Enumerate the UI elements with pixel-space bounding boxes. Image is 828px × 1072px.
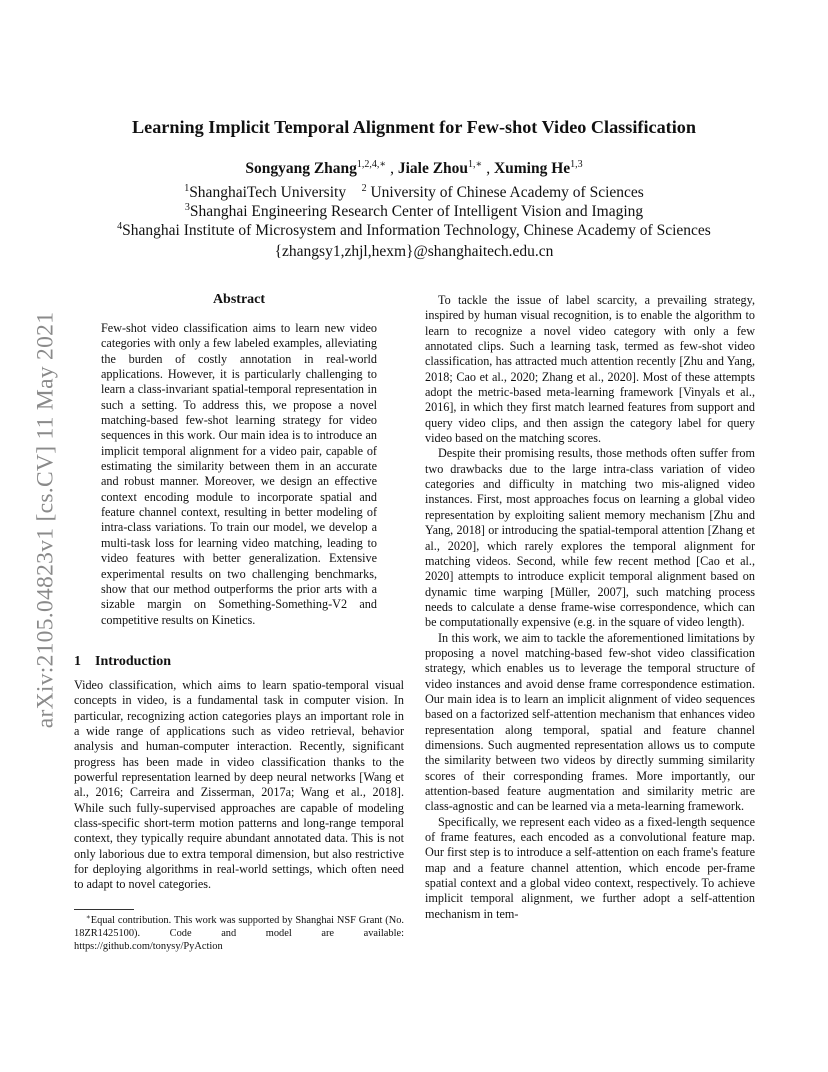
paragraph: To tackle the issue of label scarcity, a prevailing strategy, inspired by human visual recognition, is to enable the algorithm to learn to recognize a novel video category with only a few annotated clips. Such a learning task, termed as few-shot video classification, has attracted much attention recently [Zhu and Yang, 2018; Cao et al., 2020; Zhang et al., 2020]. Most of these attempts adopt the metric-based meta-learning framework [Vinyals et al., 2016], in which they first match learned features from support and query video clips, and then assign the category label for query video based on the matching scores. bbox=[425, 293, 755, 446]
author-affil: 1,∗ bbox=[468, 159, 483, 170]
affiliation-line: $^4$Shanghai Institute of Microsystem and Information Technology, Chinese Academy of Sciences bbox=[117, 221, 711, 239]
right-column bbox=[425, 293, 755, 922]
author-name: Jiale Zhou bbox=[397, 160, 469, 177]
paragraph: Despite their promising results, those methods often suffer from two drawbacks due to the large intra-class variation of video categories and difficulty in matching two mis-aligned video instances. First, most approaches focus on learning a global video representation by exploiting salient memory mechanism [Zhu and Yang, 2018] or introducing the spatial-temporal attention [Zhang et al., 2020], which rarely explores the temporal alignment for matching videos. Second, while few recent method [Cao et al., 2020] attempts to introduce explicit temporal alignment based on dynamic time warping [Müller, 2007], such matching process needs to calculate a dense frame-wise correspondence, which can be computationally expensive (e.g. in the square of video length). bbox=[425, 446, 755, 630]
author-list: Songyang Zhang$^{1,2,4,∗}$ , Jiale Zhou$^{1,∗}$ , Xuming He$^{1,3}$ bbox=[245, 159, 583, 177]
arxiv-stamp: arXiv:2105.04823v1 [cs.CV] 11 May 2021 bbox=[32, 311, 59, 729]
affiliation-line: $^3$Shanghai Engineering Research Center of Intelligent Vision and Imaging bbox=[184, 202, 644, 220]
author-affil: 1,2,4,∗ bbox=[356, 159, 387, 170]
paragraph: Video classification, which aims to learn spatio-temporal visual concepts in video, is a fundamental task in computer vision. In particular, recognizing action categories plays an important role in a wide range of applications such as video retrieval, behavior analysis and human-computer interaction. Recently, significant progress has been made in video classification thanks to the powerful representation learned by deep neural networks [Wang et al., 2016; Carreira and Zisserman, 2017a; Wang et al., 2018]. While such fully-supervised approaches are capable of modeling class-specific short-term motion patterns and long-range temporal context, they typically require abundant annotated data. This is not only laborious due to extra temporal dimension, but also restrictive for deploying algorithms in real-world settings, which often need to adapt to novel categories. bbox=[74, 678, 404, 892]
author-email: {zhangsy1,zhjl,hexm}@shanghaitech.edu.cn bbox=[274, 243, 554, 260]
abstract-heading: Abstract bbox=[212, 292, 266, 307]
paragraph: In this work, we aim to tackle the aforementioned limitations by proposing a novel matching-based few-shot video classification strategy, which enables us to leverage the temporal structure of video instances and avoid dense frame correspondence estimation. Our main idea is to learn an implicit alignment of video sequences based on a factorized self-attention mechanism that enhances video representation along temporal, spatial and feature channel dimensions. Such augmented representation allows us to compute the similarity between two videos by directly summing similarity scores of their corresponding frames. More importantly, our attention-based feature augmentation and similarity metric are class-agnostic and can be learned via a meta-learning framework. bbox=[425, 630, 755, 814]
paragraph: Specifically, we represent each video as a fixed-length sequence of frame features, each encoded as a convolutional feature map. Our first step is to introduce a self-attention on each frame's feature map and a feature channel attention, which encode per-frame spatial context and a global video context, respectively. To achieve implicit temporal alignment, we further adopt a self-attention mechanism in tem- bbox=[425, 814, 755, 921]
author-name: Songyang Zhang bbox=[245, 160, 357, 177]
affiliation-line: $^1$ShanghaiTech University $^2$ University of Chinese Academy of Sciences bbox=[184, 183, 644, 201]
intro-left-column bbox=[74, 678, 404, 893]
abstract-body: Few-shot video classification aims to learn new video categories with only a few labeled examples, alleviating the burden of costly annotation in real-world applications. However, it is particularly challenging to learn a class-invariant spatial-temporal representation in such a setting. To address this, we propose a novel matching-based few-shot learning strategy for video sequences in this work. Our main idea is to introduce an implicit temporal alignment for a video pair, capable of estimating the similarity between them in an accurate and robust manner. Moreover, we design an effective context encoding module to incorporate spatial and feature channel context, resulting in better modeling of intra-class variations. To train our model, we develop a multi-task loss for learning video matching, leading to video features with better generalization. Extensive experimental results on two challenging benchmarks, show that our method outperforms the prior arts with a sizable margin on Something-Something-V2 and competitive results on Kinetics. bbox=[101, 321, 377, 627]
paper-title: Learning Implicit Temporal Alignment for Few-shot Video Classification bbox=[132, 117, 696, 137]
author-name: Xuming He bbox=[493, 160, 571, 177]
author-affil: 1,3 bbox=[570, 159, 583, 170]
footnote-rule bbox=[74, 909, 134, 910]
section-heading: 1 Introduction bbox=[74, 654, 171, 669]
footnote: ∗Equal contribution. This work was supported by Shanghai NSF Grant (No. 18ZR1425100). Code and model are available: https://github.com/tonysy/PyAction bbox=[74, 913, 404, 953]
